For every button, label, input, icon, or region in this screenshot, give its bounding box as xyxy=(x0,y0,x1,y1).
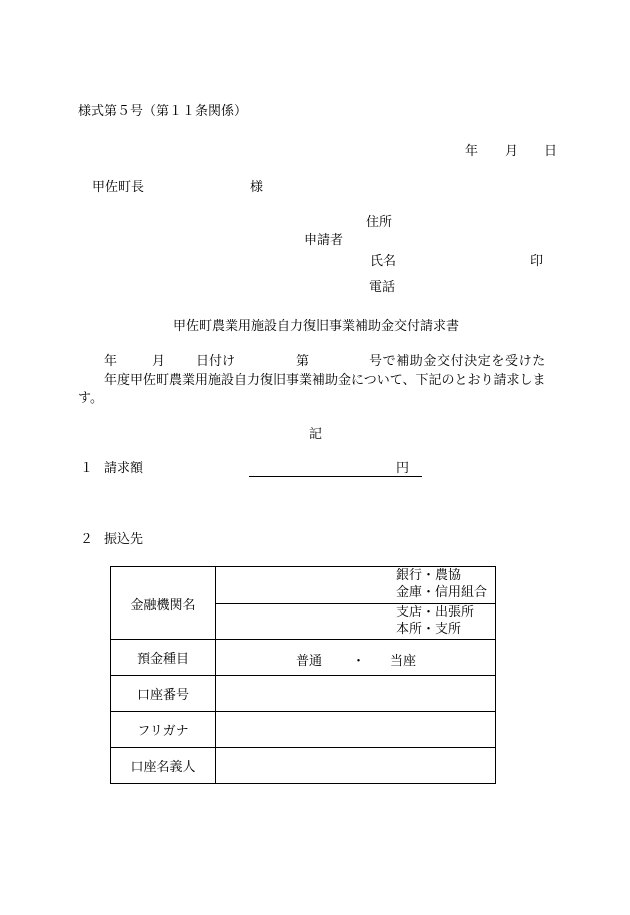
date-year: 年 xyxy=(465,144,479,159)
option-bank-nokyo: 銀行・農協 xyxy=(396,568,462,583)
date-day: 日 xyxy=(544,144,558,159)
yen-unit: 円 xyxy=(395,461,409,476)
account-number-field[interactable] xyxy=(216,676,496,712)
applicant-label: 申請者 xyxy=(304,233,344,248)
account-number-label: 口座番号 xyxy=(111,676,216,712)
ki-heading: 記 xyxy=(309,427,323,442)
bank-type-field[interactable] xyxy=(216,567,495,603)
document-title: 甲佐町農業用施設自力復旧事業補助金交付請求書 xyxy=(173,319,460,334)
addressee-honorific: 様 xyxy=(250,180,264,195)
branch-type-field[interactable] xyxy=(216,603,495,639)
name-label: 氏名 xyxy=(370,254,397,269)
option-honsho-shisho: 本所・支所 xyxy=(396,622,462,637)
seal-mark: 印 xyxy=(530,254,544,269)
deposit-separator: ・ xyxy=(352,654,366,669)
option-shiten-shucchojo: 支店・出張所 xyxy=(396,605,475,620)
option-kinko-shinkumi: 金庫・信用組合 xyxy=(396,585,488,600)
claim-amount-field[interactable] xyxy=(249,461,422,477)
deposit-futsu: 普通 xyxy=(296,654,323,669)
phone-label: 電話 xyxy=(369,280,396,295)
body-dated: 日付け xyxy=(196,354,236,369)
body-line2: 年度甲佐町農業用施設自力復旧事業補助金について、下記のとおり請求しま xyxy=(104,373,546,388)
deposit-type-cell[interactable] xyxy=(216,640,496,676)
body-month: 月 xyxy=(152,354,166,369)
furigana-field[interactable] xyxy=(216,712,496,748)
inner-divider xyxy=(216,603,495,604)
date-month: 月 xyxy=(505,144,519,159)
account-holder-field[interactable] xyxy=(216,748,496,784)
body-line1-rest: 号で補助金交付決定を受けた xyxy=(369,354,546,369)
item1-number: １ xyxy=(80,461,94,476)
institution-cell xyxy=(216,567,496,640)
account-holder-label: 口座名義人 xyxy=(111,748,216,784)
bank-transfer-table xyxy=(110,566,496,784)
item1-label: 請求額 xyxy=(104,461,144,476)
body-year: 年 xyxy=(104,354,118,369)
institution-label: 金融機関名 xyxy=(111,567,216,640)
addressee-name: 甲佐町長 xyxy=(92,180,145,195)
item2-number: ２ xyxy=(80,532,94,547)
body-line3: す。 xyxy=(78,391,103,406)
item2-label: 振込先 xyxy=(104,532,144,547)
address-label: 住所 xyxy=(366,215,393,230)
deposit-type-label: 預金種目 xyxy=(111,640,216,676)
furigana-label: フリガナ xyxy=(111,712,216,748)
deposit-toza: 当座 xyxy=(390,654,417,669)
form-number: 様式第５号（第１１条関係） xyxy=(78,104,248,119)
body-number-prefix: 第 xyxy=(296,354,310,369)
